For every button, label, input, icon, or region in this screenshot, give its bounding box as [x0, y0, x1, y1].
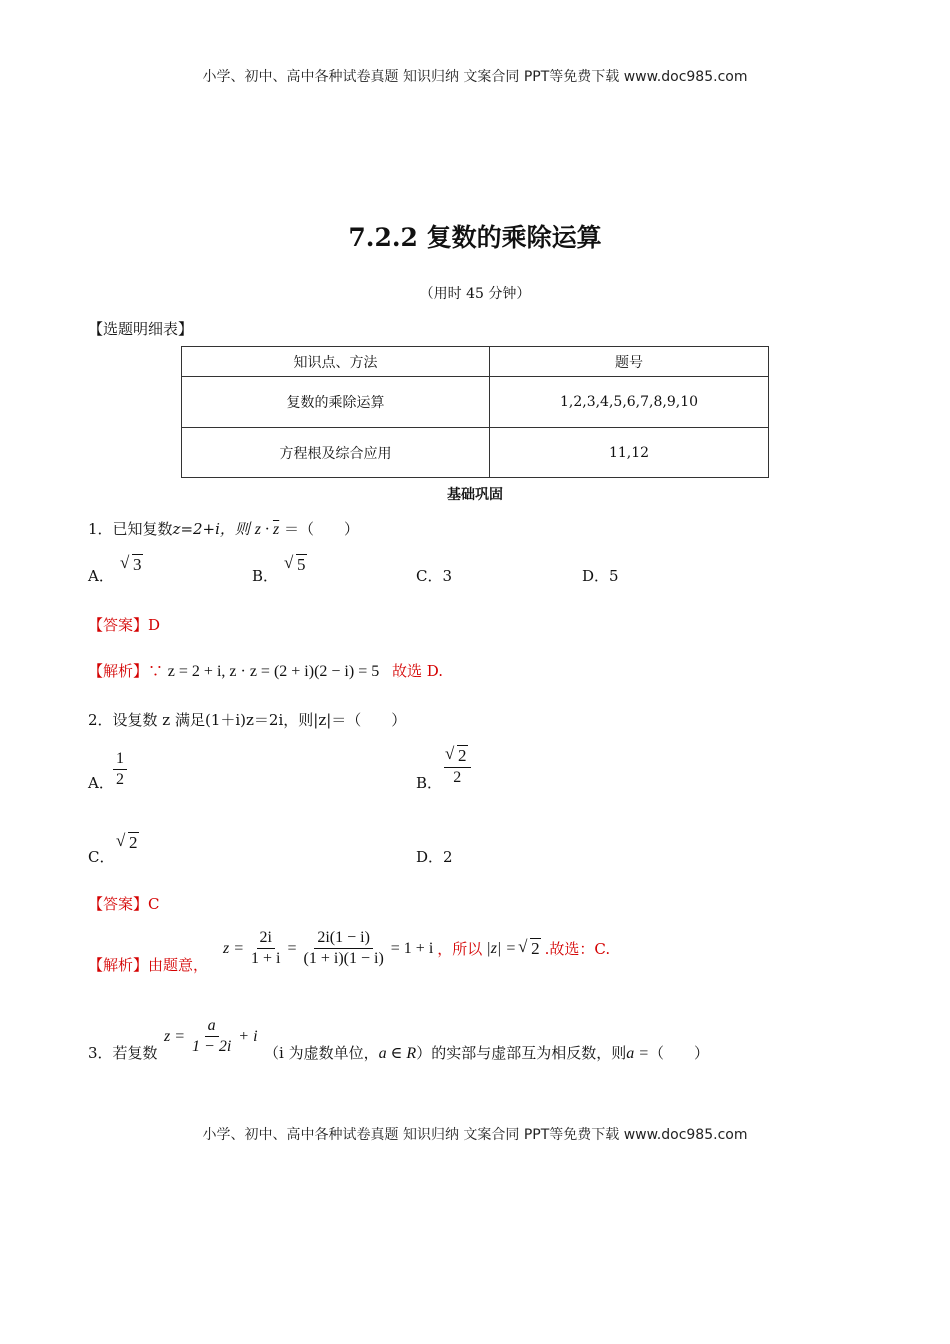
q1-opt-b-sqrt: 5	[297, 555, 306, 574]
q1-opt-a-label: A．	[88, 567, 114, 585]
q3-tail2: ）的实部与虚部互为相反数，则	[416, 1044, 627, 1062]
q1-analysis-label: 【解析】∵	[88, 662, 164, 680]
q3-z-eq: z =	[164, 1027, 186, 1045]
q2-opt-a-num: 1	[113, 749, 127, 770]
q1-option-a	[88, 565, 114, 586]
q2-stem: 2．设复数 z 满足(1＋i)z＝2i，则|z|＝（ ）	[88, 711, 407, 729]
q2-option-a: A．	[88, 774, 114, 792]
q1-option-d: D．5	[582, 567, 619, 585]
q1-stem	[88, 518, 359, 539]
q2-answer: 【答案】C	[88, 895, 160, 913]
q2-option-c: C．	[88, 848, 115, 866]
q3-cond: a ∈ R	[378, 1045, 417, 1062]
q2-analysis-end: .故选：C.	[544, 940, 611, 958]
q3-expression	[164, 1016, 258, 1057]
q3-var: a =	[626, 1045, 650, 1062]
q2-opt-b-num: 2	[458, 746, 467, 765]
q1-stem-text: 1．已知复数	[88, 520, 173, 538]
q1-analysis-end: 故选 D.	[392, 662, 444, 680]
q3-plus-i: + i	[238, 1027, 258, 1045]
table-cell: 11,12	[490, 428, 769, 478]
q2-mid: ，所以	[437, 940, 483, 958]
table-caption: 【选题明细表】	[88, 320, 194, 338]
q2-option-d: D．2	[416, 848, 453, 866]
q1-analysis-math: z = 2 + i, z · z = (2 + i)(2 − i) = 5	[167, 663, 380, 680]
q1-opt-b-label: B．	[252, 567, 279, 585]
q2-option-b-value	[444, 746, 471, 788]
table-header-row	[182, 347, 769, 377]
q2-frac1-num: 2i	[257, 928, 275, 949]
q2-frac1-den: 1 + i	[251, 950, 281, 967]
q2-abs: |z| =	[486, 939, 517, 957]
q1-condition: z=2+i，则	[172, 520, 250, 538]
table-row	[182, 428, 769, 478]
q3-stem: 3．若复数	[88, 1044, 158, 1062]
q1-option-b-value	[286, 555, 307, 575]
q3-frac-num: a	[205, 1016, 219, 1037]
q2-analysis-label: 【解析】由题意，	[88, 956, 209, 974]
page-footer: 小学、初中、高中各种试卷真题 知识归纳 文案合同 PPT等免费下载 www.doc985.com	[202, 1127, 748, 1143]
q1-expression: $z \cdot \overline{z}$	[254, 521, 280, 538]
q1-option-b	[252, 565, 278, 586]
q3-frac-den: 1 − 2i	[192, 1038, 232, 1055]
q2-z-eq: z =	[223, 939, 245, 957]
q3-tail3: （ ）	[649, 1044, 710, 1062]
section-heading: 基础巩固	[447, 487, 503, 503]
q3-tail	[264, 1042, 709, 1063]
q1-option-c: C．3	[416, 567, 453, 585]
time-limit: （用时 45 分钟）	[419, 286, 531, 302]
q2-frac2-num: 2i(1 − i)	[314, 928, 373, 949]
q1-option-a-value	[122, 555, 143, 575]
table-cell: 1,2,3,4,5,6,7,8,9,10	[490, 377, 769, 428]
q2-eq-sign: =	[287, 939, 297, 957]
table-header-cell: 题号	[490, 347, 769, 377]
q2-option-c-value	[118, 833, 139, 853]
q2-sqrt: 2	[531, 938, 540, 958]
q2-opt-b-den: 2	[453, 769, 462, 786]
table-cell: 复数的乘除运算	[182, 377, 490, 428]
q2-opt-a-den: 2	[116, 771, 124, 788]
q2-opt-c-sqrt: 2	[129, 833, 138, 852]
q1-answer: 【答案】D	[88, 616, 161, 634]
table-cell: 方程根及综合应用	[182, 428, 490, 478]
q2-frac2-den: (1 + i)(1 − i)	[303, 950, 384, 967]
topic-table	[181, 346, 769, 478]
q2-option-a-value	[113, 749, 127, 790]
q1-opt-a-sqrt: 3	[133, 555, 142, 574]
table-header-cell: 知识点、方法	[182, 347, 490, 377]
q1-tail: ＝（ ）	[283, 520, 359, 538]
q3-tail1: （i 为虚数单位，	[264, 1044, 379, 1062]
table-row	[182, 377, 769, 428]
page-title: 7.2.2 复数的乘除运算	[348, 223, 602, 252]
q1-analysis	[88, 660, 443, 681]
page-header: 小学、初中、高中各种试卷真题 知识归纳 文案合同 PPT等免费下载 www.doc985.com	[202, 69, 748, 85]
q2-result: = 1 + i	[390, 939, 434, 957]
q2-analysis-math	[223, 928, 610, 969]
q2-analysis-label-wrap	[88, 954, 208, 975]
q2-option-b: B．	[416, 774, 443, 792]
